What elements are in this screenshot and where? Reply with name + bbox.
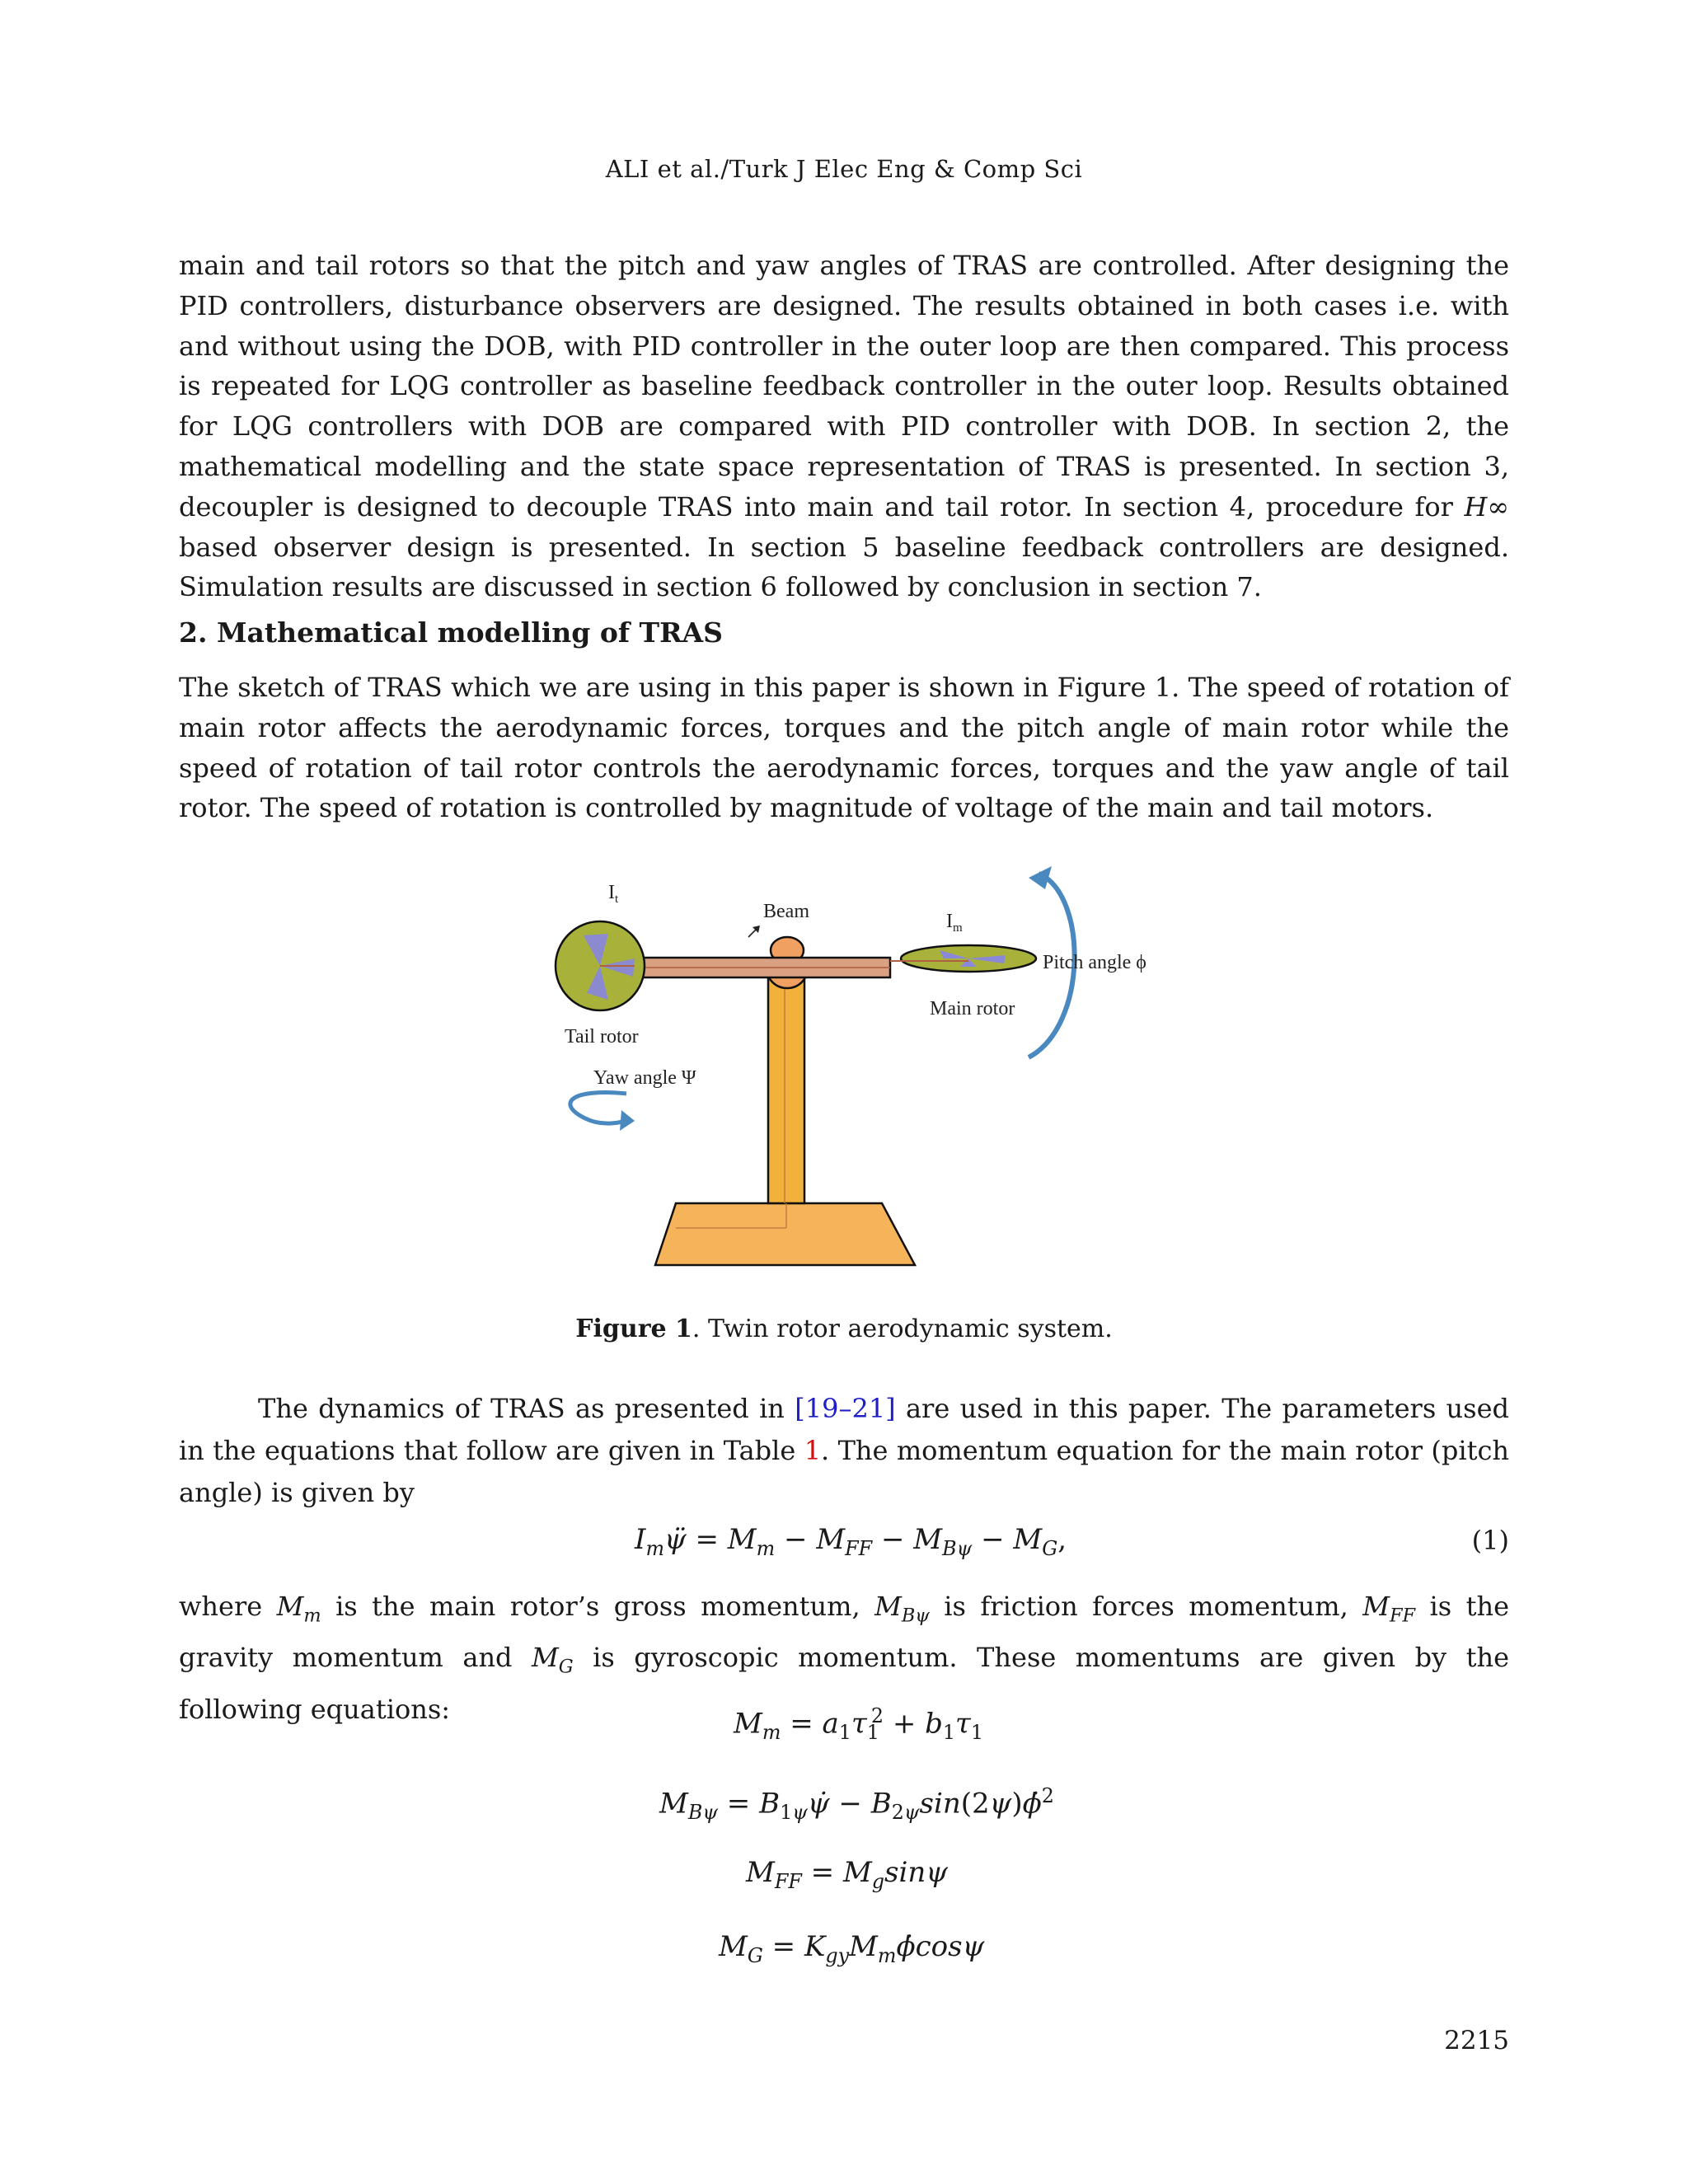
caption-label: Figure 1: [575, 1315, 692, 1343]
intro-text-end: based observer design is presented. In section 5 baseline feedback controllers are designed. Simulation results are discussed in section 6 followed by conclusion in section 7.: [179, 531, 1509, 603]
equation-number: (1): [1471, 1525, 1509, 1556]
section2-paragraph: The sketch of TRAS which we are using in this paper is shown in Figure 1. The speed of rotation of main rotor affects the aerodynamic forces, torques and the pitch angle of main rotor while the speed of rotation of tail rotor controls the aerodynamic forces, torques and the yaw angle of tail rotor. The speed of rotation is controlled by magnitude of voltage of the main and tail motors.: [179, 672, 1509, 824]
figure-1: [511, 861, 1187, 1277]
citation-link[interactable]: [19–21]: [795, 1393, 896, 1424]
equation-mg: $M_G$ = $K_{gy}M_m\phi̇\cos\psi$: [719, 1930, 985, 1967]
it-label: $I_t$: [608, 882, 619, 906]
yaw-arrow-head-icon: [620, 1110, 635, 1131]
equation-mbpsi: $M_{B\psi}$ = $B_{1\psi}\psi̇$ − $B_{2\psi}\sin(2\psi)\phi̇^2$: [659, 1784, 1054, 1825]
page-number: 2215: [1444, 2026, 1509, 2055]
pitch-angle-label: Pitch angle ϕ: [1043, 952, 1146, 973]
figure-caption: [0, 1315, 1688, 1343]
intro-paragraph: [179, 246, 1509, 607]
equation-mm: $M_m = a_1\tau_1^2 + b_1\tau_1$: [734, 1704, 983, 1745]
table-reference-link[interactable]: 1: [804, 1435, 822, 1466]
yaw-angle-label: Yaw angle Ψ: [593, 1067, 696, 1089]
caption-text: . Twin rotor aerodynamic system.: [692, 1315, 1113, 1343]
section-heading: 2. Mathematical modelling of TRAS: [179, 616, 723, 649]
equation-mff: $M_{FF} = M_g\sin\psi$: [746, 1856, 948, 1893]
tras-sketch: [511, 861, 1187, 1273]
main-rotor-label: Main rotor: [930, 998, 1015, 1019]
pitch-arrow-head-icon: [1029, 866, 1052, 889]
im-label: $I_m$: [946, 911, 963, 935]
beam-label: Beam: [763, 901, 809, 922]
stand-column: [768, 975, 804, 1203]
running-header: ALI et al./Turk J Elec Eng & Comp Sci: [605, 155, 1083, 183]
stand-base: [655, 1203, 915, 1265]
where-paragraph: where $M_m$ is the main rotor’s gross momentum, $M_{B\psi}$ is friction forces momentum, $M_{FF}$ is the gravity momentum and $M_G$ is gyroscopic momentum. These momentums are given by the following equations:: [179, 1591, 1510, 1725]
h-infinity-symbol: H∞: [1464, 490, 1509, 523]
equation-1: $I_m\psï = M_m - M_{FF} - M_{B\psi} - M_G$,: [635, 1523, 1067, 1560]
tail-rotor-label: Tail rotor: [565, 1026, 639, 1047]
dynamics-paragraph: The dynamics of TRAS as presented in [19–21] are used in this paper. The parameters used in the equations that follow are given in Table 1. The momentum equation for the main rotor (pitch angle) is given by: [179, 1393, 1510, 1508]
intro-text: main and tail rotors so that the pitch and yaw angles of TRAS are controlled. After designing the PID controllers, disturbance observers are designed. The results obtained in both cases i.e. with and without using the DOB, with PID controller in the outer loop are then compared. This process is repeated for LQG controller as baseline feedback controller in the outer loop. Results obtained for LQG controllers with DOB are compared with PID controller with DOB. In section 2, the mathematical modelling and the state space representation of TRAS is presented. In section 3, decoupler is designed to decouple TRAS into main and tail rotor. In section 4, procedure for: [179, 250, 1509, 523]
